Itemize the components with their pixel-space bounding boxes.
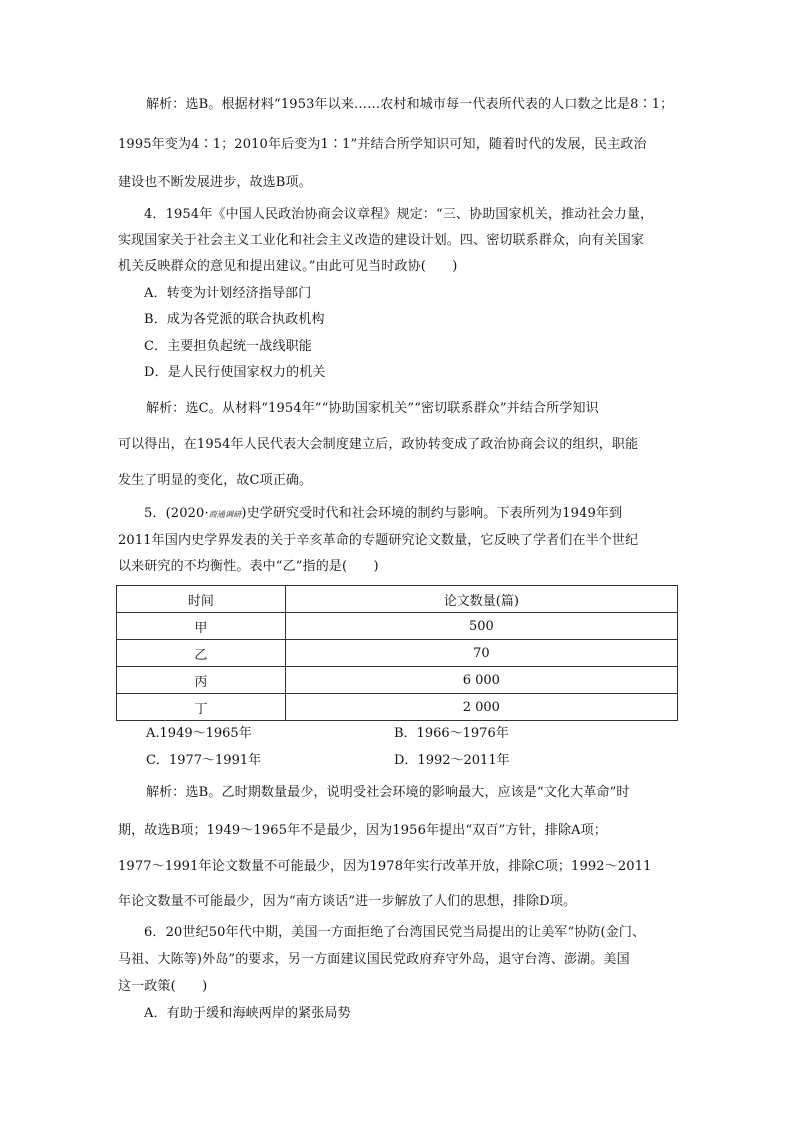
q6-option-a: A．有助于缓和海峡两岸的紧张局势: [144, 1006, 351, 1021]
q5-stem-line-2: 2011年国内史学界发表的关于辛亥革命的专题研究论文数量，它反映了学者们在半个世纪: [118, 533, 639, 548]
q5-explanation-line-1: 解析：选B。乙时期数量最少，说明受社会环境的影响最大，应该是“文化大革命”时: [146, 785, 630, 800]
table-cell-period: 甲: [117, 613, 286, 640]
q5-stem-first-rest: )史学研究受时代和社会环境的制约与影响。下表所列为1949年到: [241, 506, 623, 521]
table-cell-count: 70: [285, 640, 677, 667]
q4-stem-line-3: 机关反映群众的意见和提出建议。”由此可见当时政协( ): [118, 259, 458, 274]
q3-explanation-line-2: 1995年变为4∶1；2010年后变为1∶1”并结合所学知识可知，随着时代的发展，民主政治: [118, 137, 647, 152]
q5-explanation-line-2: 期，故选B项；1949～1965年不是最少，因为1956年提出“双百”方针，排除A项；: [118, 823, 607, 838]
q4-explanation-line-3: 发生了明显的变化，故C项正确。: [118, 473, 313, 488]
q5-option-b: B．1966～1976年: [394, 726, 509, 741]
q5-option-d: D．1992～2011年: [394, 753, 510, 768]
paper-count-table: [116, 585, 678, 721]
table-header-period: 时间: [117, 586, 286, 613]
q4-explanation-line-2: 可以得出，在1954年人民代表大会制度建立后，政协转变成了政治协商会议的组织，职能: [118, 437, 639, 452]
table-row: [117, 640, 678, 667]
q4-option-c: C．主要担负起统一战线职能: [144, 339, 312, 354]
q5-option-a: A.1949～1965年: [146, 726, 252, 741]
q5-explanation-line-3: 1977～1991年论文数量不可能最少，因为1978年实行改革开放，排除C项；1992～2011: [118, 859, 652, 874]
table-cell-period: 丙: [117, 667, 286, 694]
q4-option-b: B．成为各党派的联合执政机构: [144, 312, 325, 327]
table-header-count: 论文数量(篇): [285, 586, 677, 613]
q4-explanation-line-1: 解析：选C。从材料“1954年”“协助国家机关”“密切联系群众”并结合所学知识: [146, 401, 599, 416]
table-cell-count: 500: [285, 613, 677, 640]
q5-option-c: C．1977～1991年: [146, 753, 262, 768]
table-header-row: [117, 586, 678, 613]
table-cell-count: 2 000: [285, 694, 677, 721]
table-row: [117, 667, 678, 694]
table-cell-count: 6 000: [285, 667, 677, 694]
table-cell-period: 乙: [117, 640, 286, 667]
q4-option-d: D．是人民行使国家权力的机关: [144, 365, 326, 380]
q3-explanation-line-3: 建设也不断发展进步，故选B项。: [118, 175, 312, 190]
q5-stem-line-1: [144, 505, 678, 524]
table-row: [117, 613, 678, 640]
q4-option-a: A．转变为计划经济指导部门: [144, 286, 312, 301]
q6-stem-line-1: 6．20世纪50年代中期，美国一方面拒绝了台湾国民党当局提出的让美军“协防(金门、: [144, 925, 646, 940]
q3-explanation-line-1: 解析：选B。根据材料“1953年以来……农村和城市每一代表所代表的人口数之比是8∶1；: [146, 97, 674, 112]
q5-prefix: 5．(2020·: [144, 506, 209, 521]
q4-stem-line-1: 4．1954年《中国人民政治协商会议章程》规定：“三、协助国家机关，推动社会力量，: [144, 207, 654, 222]
table-row: [117, 694, 678, 721]
q5-explanation-line-4: 年论文数量不可能最少，因为“南方谈话”进一步解放了人们的思想，排除D项。: [118, 894, 577, 909]
q5-stem-line-3: 以来研究的不均衡性。表中“乙”指的是( ): [118, 559, 379, 574]
q4-stem-line-2: 实现国家关于社会主义工业化和社会主义改造的建设计划。四、密切联系群众，向有关国家: [118, 233, 645, 248]
q6-stem-line-3: 这一政策( ): [118, 979, 208, 994]
q5-source-tag: 商通调研: [208, 510, 242, 519]
table-cell-period: 丁: [117, 694, 286, 721]
q6-stem-line-2: 马祖、大陈等)外岛”的要求，另一方面建议国民党政府弃守外岛，退守台湾、澎湖。美国: [118, 952, 630, 967]
